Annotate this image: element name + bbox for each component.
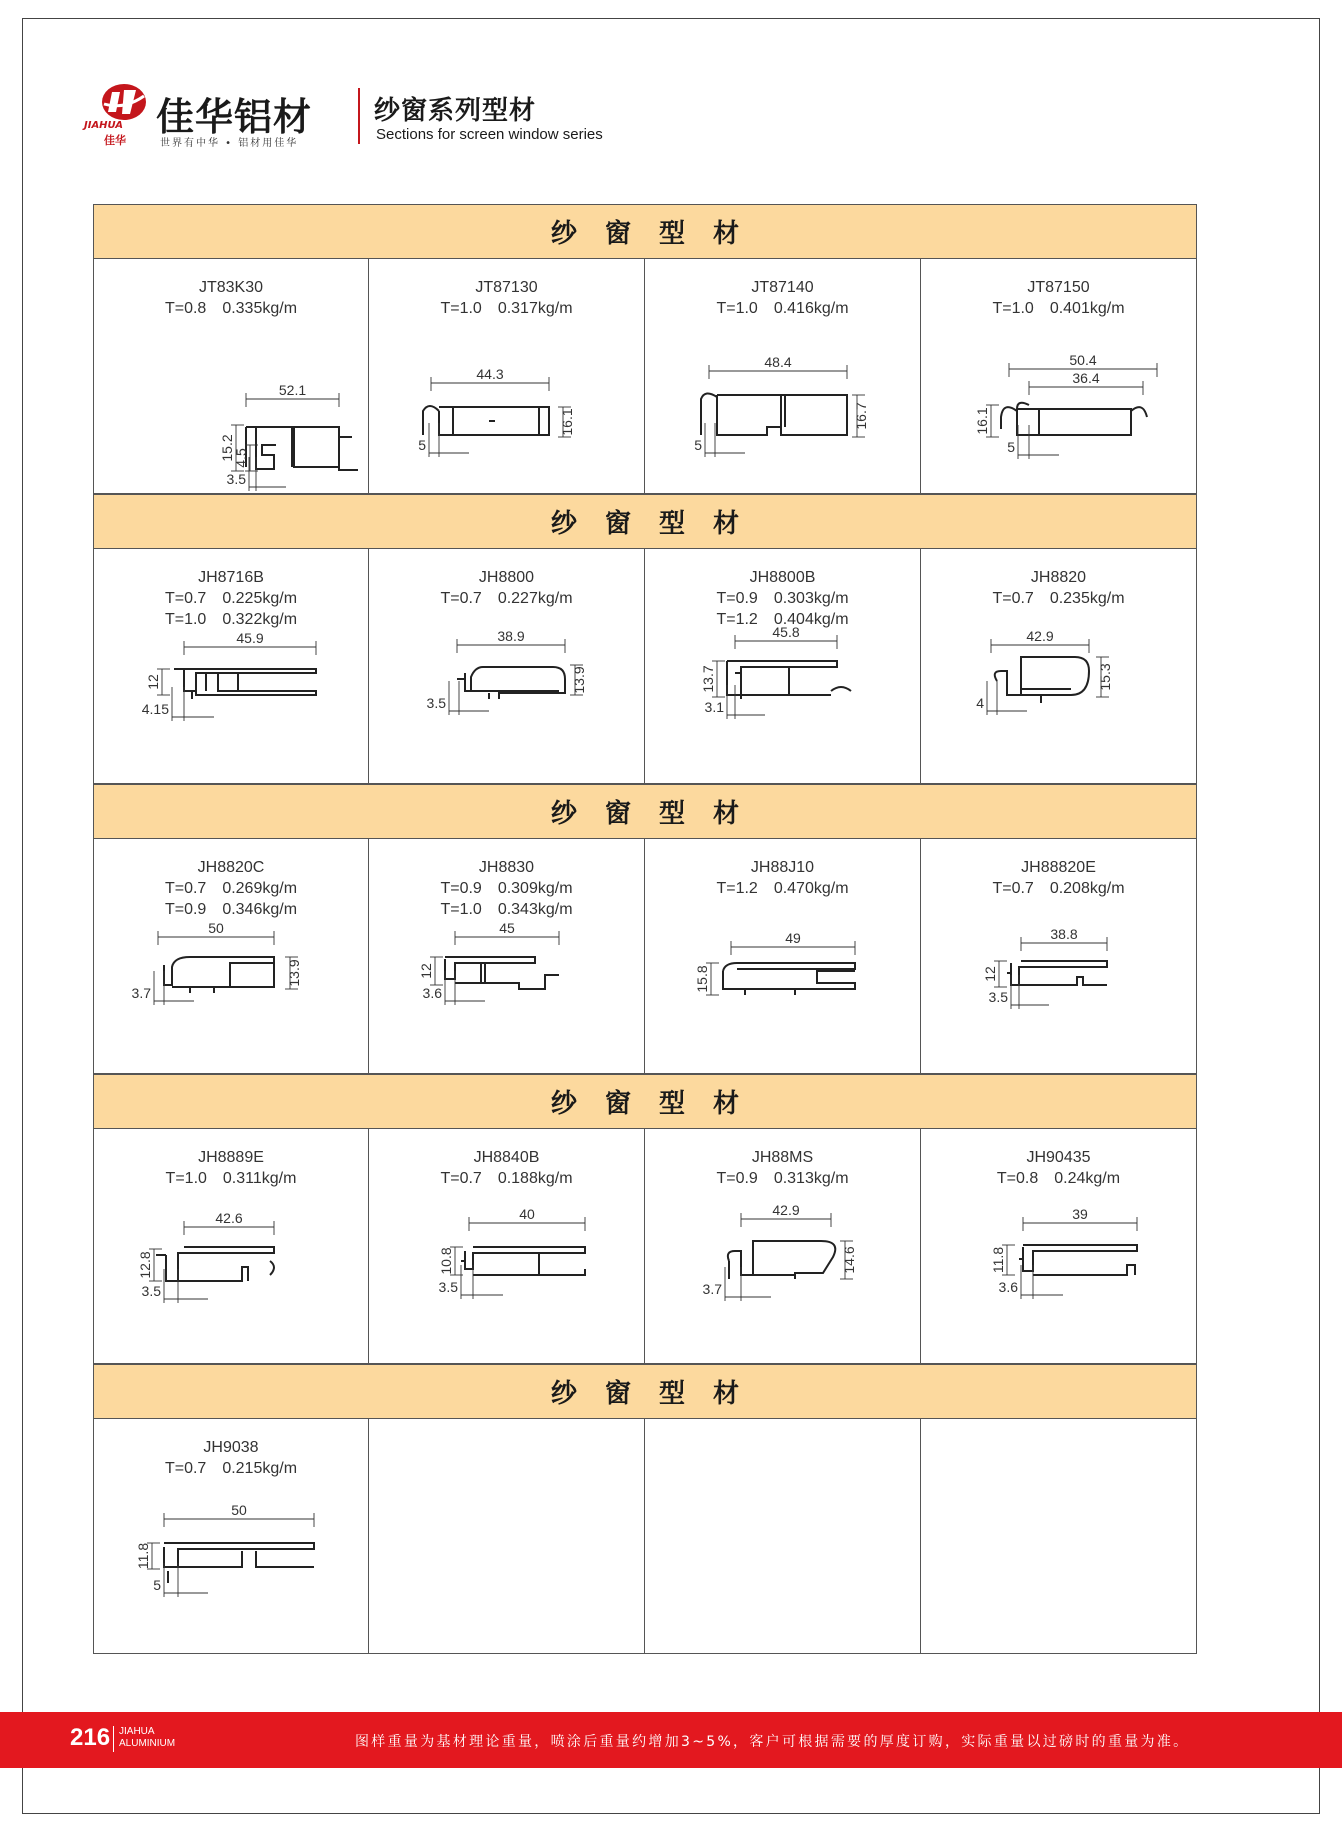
dimension-label: 5 [694,437,702,453]
profile-drawing [94,549,369,783]
empty-cell [369,1419,645,1654]
profile-catalog-table [93,204,1197,1654]
profile-section [461,1247,585,1275]
profile-section [423,406,549,435]
profile-drawing [369,1129,644,1363]
profile-drawing [369,549,644,783]
dimension-label: 15.3 [1097,663,1113,691]
profile-row [93,1419,1197,1654]
dimension-label: 3.7 [131,985,151,1001]
profile-spec: T=0.7 0.188kg/m [440,1170,573,1187]
dimension-label: 3.1 [704,699,724,715]
profile-drawing [921,1129,1196,1363]
dimension-label: 15.2 [219,434,235,462]
dimension-label: 42.6 [215,1210,243,1226]
profile-drawing [921,549,1196,783]
profile-drawing [921,839,1196,1073]
profile-card [645,1129,921,1364]
dimension-label: 16.1 [974,407,990,435]
profile-card [921,259,1197,494]
dimension-label: 5 [1007,439,1015,455]
dimension-label: 4.5 [233,448,249,468]
dimension-label: 4 [976,695,984,711]
profile-code: JT83K30 [198,279,264,296]
brand-slogan: 世界有中华 • 铝材用佳华 [160,138,299,149]
profile-drawing [645,839,920,1073]
dimension-label: 10.8 [438,1247,454,1275]
profile-code: JH8820 [1030,569,1087,586]
profile-section [445,957,559,989]
series-title-en: Sections for screen window series [376,126,603,143]
profile-spec: T=0.7 0.215kg/m [164,1460,298,1477]
dimension-label: 5 [418,437,426,453]
profile-code: JT87140 [751,279,814,296]
dimension-label: 13.9 [571,666,587,694]
dimension-label: 42.9 [772,1202,800,1218]
footer-brand-line2: ALUMINIUM [119,1738,176,1749]
profile-code: JH8800 [478,569,535,586]
dimension-label: 3.6 [422,985,442,1001]
weight-note: 图样重量为基材理论重量，喷涂后重量约增加3~5%，客户可根据需要的厚度订购，实际重量以过磅时的重量为准。 [355,1734,1190,1750]
dimension-label: 13.7 [700,665,716,693]
profile-card [921,1129,1197,1364]
dimension-label: 48.4 [764,354,792,370]
dimension-label: 50 [208,920,224,936]
dimension-label: 45.8 [772,624,800,640]
profile-card [369,839,645,1074]
dimension-label: 12 [145,674,161,690]
profile-code: JT87150 [1027,279,1090,296]
profile-section [457,667,565,699]
profile-section [723,963,855,995]
dimension-label: 15.8 [694,965,710,993]
section-header-band: 纱窗型材 [93,1074,1197,1129]
dimension-label: 38.9 [497,628,525,644]
profile-card [94,1419,369,1654]
dimension-label: 3.5 [141,1283,161,1299]
profile-spec: T=0.9 0.313kg/m [716,1170,849,1187]
logo-chinese: 佳华 [104,134,126,147]
brand-name: 佳华铝材 [156,95,313,139]
dimension-label: 45.9 [236,630,264,646]
dimension-label: 4.15 [141,701,169,717]
profile-spec: T=0.8 0.24kg/m [996,1170,1121,1187]
profile-drawing [94,1419,369,1653]
profile-code: JH9038 [203,1439,259,1456]
empty-cell [645,1419,921,1654]
profile-card [645,549,921,784]
profile-code: JH88J10 [750,859,815,876]
profile-spec: T=1.0 0.322kg/m [164,611,298,628]
dimension-label: 40 [519,1206,535,1222]
profile-drawing [369,259,644,493]
profile-card [645,259,921,494]
profile-code: JH88820E [1021,859,1096,876]
profile-card [369,259,645,494]
profile-section [1007,961,1107,985]
profile-card [94,839,369,1074]
section-header-band: 纱窗型材 [93,784,1197,839]
dimension-label: 45 [499,920,515,936]
profile-spec: T=0.7 0.208kg/m [992,880,1125,897]
profile-section [164,1543,314,1583]
profile-spec: T=0.7 0.235kg/m [992,590,1125,607]
dimension-label: 12 [418,963,434,979]
section-header-band: 纱窗型材 [93,1364,1197,1419]
profile-code: JH8716B [198,569,264,586]
profile-row [93,839,1197,1074]
profile-spec: T=0.9 0.309kg/m [440,880,573,897]
profile-spec: T=0.9 0.346kg/m [164,901,298,918]
profile-row [93,1129,1197,1364]
dimension-label: 3.6 [998,1279,1018,1295]
dimension-label: 11.8 [135,1542,151,1570]
profile-section [727,661,851,699]
dimension-label: 3.5 [988,989,1008,1005]
header-divider [358,88,360,144]
profile-spec: T=1.0 0.343kg/m [440,901,573,918]
dimension-label: 3.5 [226,471,246,487]
profile-drawing [645,259,920,493]
profile-spec: T=0.7 0.225kg/m [164,590,298,607]
profile-spec: T=1.0 0.317kg/m [440,300,573,317]
dimension-label: 3.7 [702,1281,722,1297]
profile-spec: T=1.2 0.470kg/m [716,880,849,897]
profile-card [369,549,645,784]
dimension-label: 49 [785,930,801,946]
section-header-band: 纱窗型材 [93,494,1197,549]
profile-drawing [645,1129,920,1363]
dimension-label: 39 [1072,1206,1088,1222]
profile-section [164,957,274,993]
empty-cell [921,1419,1197,1654]
dimension-label: 12 [982,966,998,982]
profile-code: JH88MS [751,1149,814,1166]
profile-spec: T=1.0 0.311kg/m [165,1170,297,1187]
footer-brand-line1: JIAHUA [119,1726,155,1737]
profile-row [93,259,1197,494]
profile-card [921,839,1197,1074]
profile-drawing [369,839,644,1073]
profile-drawing [645,549,920,783]
profile-drawing [94,1129,369,1363]
profile-card [94,1129,369,1364]
dimension-label: 50.4 [1069,352,1097,368]
profile-code: JH8800B [749,569,816,586]
profile-code: JH8830 [478,859,535,876]
dimension-label: 44.3 [476,366,504,382]
page-number: 216 [70,1724,111,1751]
page-header [84,80,684,150]
profile-row [93,549,1197,784]
profile-section [701,393,847,435]
footer-divider [113,1726,114,1752]
profile-spec: T=1.0 0.401kg/m [992,300,1125,317]
profile-code: JH8889E [198,1149,264,1166]
profile-spec: T=0.7 0.227kg/m [440,590,573,607]
dimension-label: 3.5 [426,695,446,711]
profile-spec: T=0.8 0.335kg/m [164,300,298,317]
dimension-label: 11.8 [990,1246,1006,1274]
dimension-label: 12.8 [137,1251,153,1279]
section-header-band: 纱窗型材 [93,204,1197,259]
profile-section [156,1247,274,1281]
dimension-label: 42.9 [1026,628,1054,644]
profile-drawing [94,839,369,1073]
footer-bar [0,1712,1342,1768]
series-title-cn: 纱窗系列型材 [374,96,537,126]
profile-code: JH90435 [1026,1149,1091,1166]
profile-section [174,669,316,699]
profile-spec: T=1.0 0.416kg/m [716,300,849,317]
profile-code: JH8820C [197,859,265,876]
profile-drawing [921,259,1196,493]
profile-spec: T=0.9 0.303kg/m [716,590,849,607]
profile-section [246,427,358,470]
logo-english: JIAHUA [84,120,123,131]
dimension-label: 52.1 [278,382,307,398]
profile-card [369,1129,645,1364]
profile-card [94,259,369,494]
dimension-label: 16.7 [853,402,869,430]
dimension-label: 3.5 [438,1279,458,1295]
profile-section [1019,1245,1137,1275]
profile-code: JT87130 [475,279,538,296]
profile-spec: T=0.7 0.269kg/m [164,880,298,897]
profile-section [728,1241,835,1279]
profile-card [921,549,1197,784]
profile-spec: T=1.2 0.404kg/m [716,611,849,628]
profile-section [995,657,1089,703]
profile-card [94,549,369,784]
footer-brand [119,1726,175,1750]
profile-drawing [94,259,369,493]
dimension-label: 5 [153,1577,161,1593]
profile-section [1001,403,1147,435]
dimension-label: 14.6 [841,1246,857,1274]
dimension-label: 16.1 [559,408,575,436]
dimension-label: 38.8 [1050,926,1078,942]
dimension-label: 13.9 [286,959,302,987]
dimension-label: 50 [231,1502,247,1518]
dimension-label: 36.4 [1072,370,1100,386]
profile-card [645,839,921,1074]
profile-code: JH8840B [473,1149,540,1166]
